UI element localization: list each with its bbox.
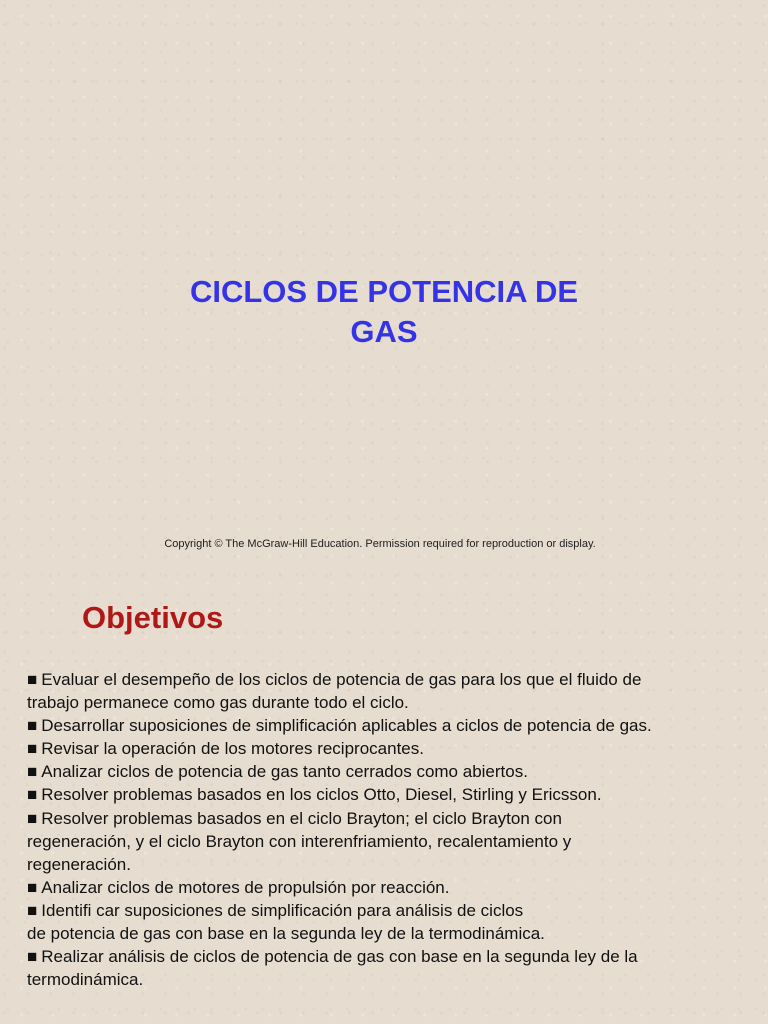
square-bullet-icon: ■: [27, 785, 38, 805]
objective-item: [27, 783, 747, 806]
objective-text: de potencia de gas con base en la segunda ley de la termodinámica.: [27, 924, 545, 944]
objective-item: [27, 807, 747, 876]
square-bullet-icon: ■: [27, 716, 38, 736]
objective-item: [27, 876, 747, 899]
square-bullet-icon: ■: [27, 900, 38, 920]
objective-item: [27, 737, 747, 760]
objective-text: regeneración.: [27, 854, 131, 874]
objective-text: trabajo permanece como gas durante todo el ciclo.: [27, 693, 409, 713]
square-bullet-icon: ■: [27, 808, 38, 828]
copyright-notice: Copyright © The McGraw-Hill Education. Permission required for reproduction or display.: [164, 538, 596, 550]
objective-text: regeneración, y el ciclo Brayton con interenfriamiento, recalentamiento y: [27, 831, 572, 851]
square-bullet-icon: ■: [27, 670, 38, 689]
objective-text: Evaluar el desempeño de los ciclos de potencia de gas para los que el fluido de: [41, 670, 642, 689]
objective-text: Analizar ciclos de motores de propulsión por reacción.: [41, 877, 450, 897]
document-title: [0, 272, 768, 352]
objective-item: [27, 899, 747, 945]
title-line-1: CICLOS DE POTENCIA DE: [189, 274, 579, 309]
objective-item: [27, 760, 747, 783]
objective-text: Resolver problemas basados en el ciclo Brayton; el ciclo Brayton con: [41, 808, 562, 828]
title-line-2: GAS: [350, 314, 418, 349]
objective-text: Realizar análisis de ciclos de potencia de gas con base en la segunda ley de la: [41, 947, 638, 967]
objective-item: [27, 714, 747, 737]
square-bullet-icon: ■: [27, 739, 38, 759]
objective-item: [27, 945, 747, 991]
objectives-list: [27, 668, 747, 991]
square-bullet-icon: ■: [27, 762, 38, 782]
objective-text: Revisar la operación de los motores reciprocantes.: [41, 739, 424, 759]
objectives-heading: Objetivos: [82, 600, 224, 635]
objective-text: Resolver problemas basados en los ciclos Otto, Diesel, Stirling y Ericsson.: [41, 785, 602, 805]
objective-text: Analizar ciclos de potencia de gas tanto cerrados como abiertos.: [41, 762, 528, 782]
objective-text: Identifi car suposiciones de simplificación para análisis de ciclos: [41, 900, 524, 920]
square-bullet-icon: ■: [27, 947, 38, 967]
objective-text: Desarrollar suposiciones de simplificación aplicables a ciclos de potencia de gas.: [41, 716, 652, 736]
square-bullet-icon: ■: [27, 877, 38, 897]
objective-item: [27, 668, 747, 714]
objective-text: termodinámica.: [27, 970, 144, 990]
